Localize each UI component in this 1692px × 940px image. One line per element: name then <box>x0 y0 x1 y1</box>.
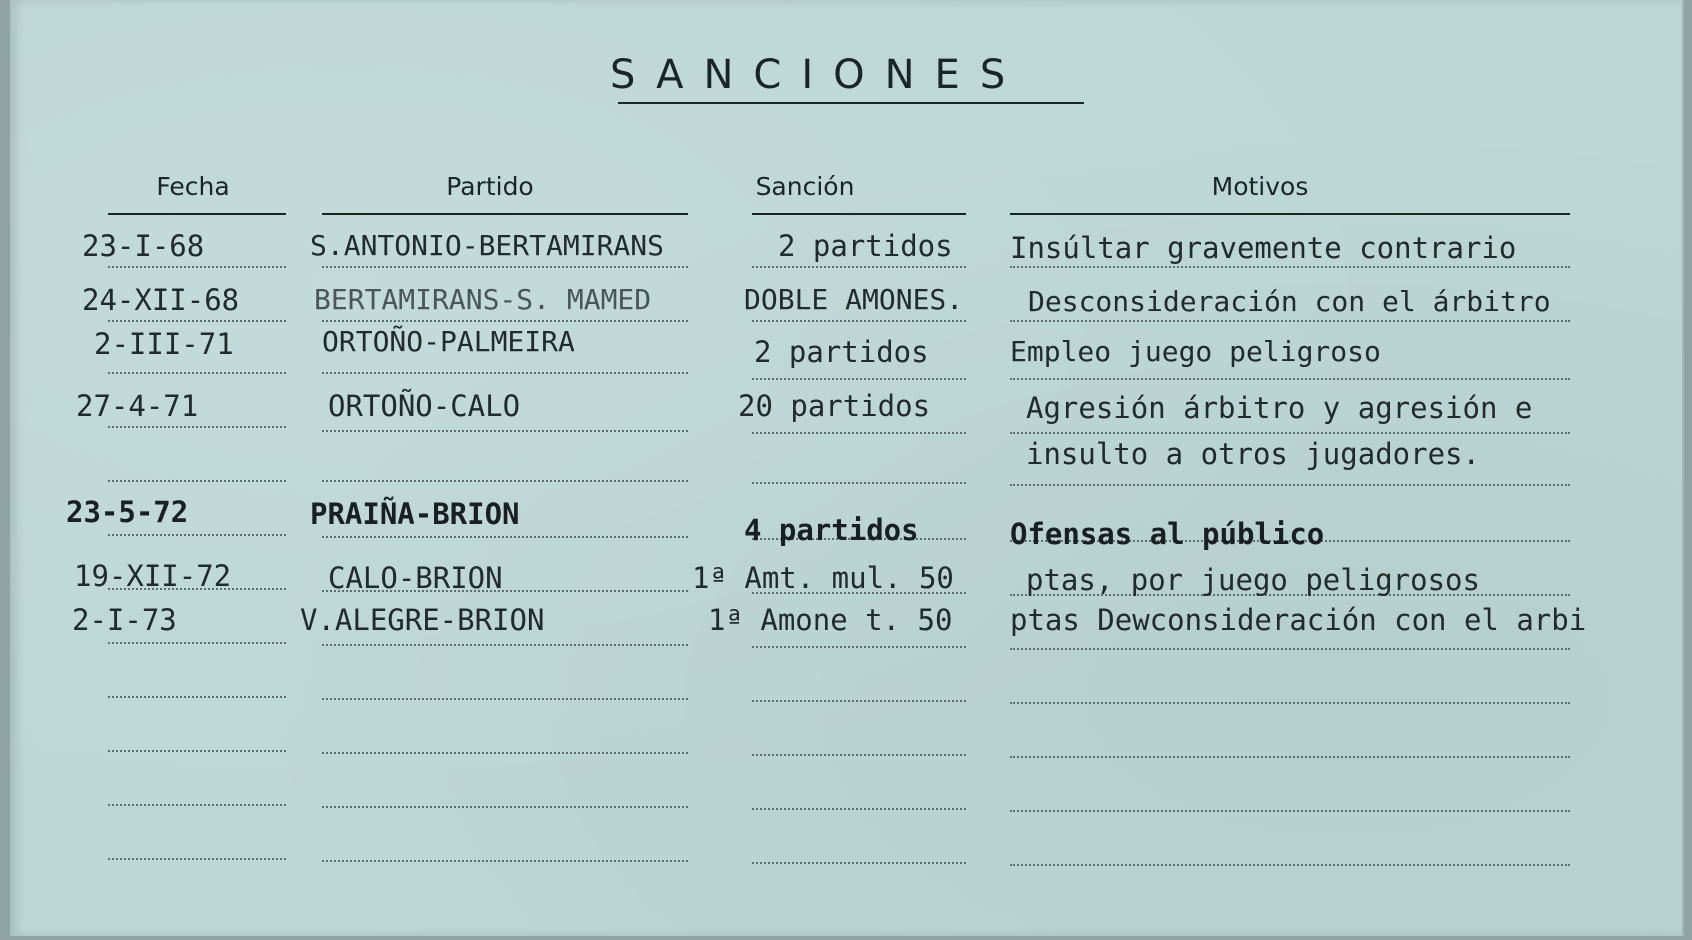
row-motivos: Ofensas al público <box>1010 517 1325 551</box>
ruled-line <box>322 752 688 754</box>
header-rule-fecha <box>108 213 286 215</box>
ruled-line <box>1010 378 1570 380</box>
row-motivos: Empleo juego peligroso <box>1010 335 1381 368</box>
ruled-line <box>1010 266 1570 268</box>
row-fecha: 24-XII-68 <box>82 283 240 317</box>
column-header-sancion: Sanción <box>755 172 855 201</box>
ruled-line <box>752 700 966 702</box>
row-partido: CALO-BRION <box>328 561 503 595</box>
ruled-line <box>1010 648 1570 650</box>
ruled-line <box>752 482 966 484</box>
ruled-line <box>108 320 286 322</box>
row-sancion: 4 partidos <box>744 513 919 547</box>
ruled-line <box>1010 320 1570 322</box>
ruled-line <box>752 862 966 864</box>
row-motivos: ptas Dewconsideración con el arbi <box>1010 603 1587 637</box>
row-motivos-continued: insulto a otros jugadores. <box>1026 437 1480 471</box>
ruled-line <box>108 266 286 268</box>
ruled-line <box>752 432 966 434</box>
row-partido: ORTOÑO-PALMEIRA <box>322 325 575 358</box>
row-sancion: 20 partidos <box>738 389 931 423</box>
ruled-line <box>108 372 286 374</box>
row-sancion: 1ª Amt. mul. 50 <box>692 561 954 595</box>
card-title: SANCIONES <box>610 52 1026 98</box>
ruled-line <box>322 266 688 268</box>
ruled-line <box>108 480 286 482</box>
header-rule-motivos <box>1010 213 1570 215</box>
ruled-line <box>108 858 286 860</box>
ruled-line <box>322 320 688 322</box>
ruled-line <box>322 698 688 700</box>
title-underline <box>618 102 1084 104</box>
ruled-line <box>108 642 286 644</box>
ruled-line <box>322 536 688 538</box>
column-header-partido: Partido <box>446 172 534 201</box>
row-fecha: 19-XII-72 <box>74 559 232 593</box>
ruled-line <box>752 754 966 756</box>
ruled-line <box>1010 702 1570 704</box>
sanctions-card <box>10 0 1684 936</box>
column-header-motivos: Motivos <box>1211 172 1309 201</box>
ruled-line <box>322 860 688 862</box>
ruled-line <box>108 534 286 536</box>
ruled-line <box>322 372 688 374</box>
ruled-line <box>1010 484 1570 486</box>
row-motivos: Agresión árbitro y agresión e <box>1026 391 1533 425</box>
row-fecha: 27-4-71 <box>76 389 199 423</box>
row-sancion: 2 partidos <box>778 229 953 263</box>
ruled-line <box>752 378 966 380</box>
ruled-line <box>1010 432 1570 434</box>
ruled-line <box>1010 756 1570 758</box>
row-fecha: 23-5-72 <box>66 495 189 529</box>
row-fecha: 23-I-68 <box>82 229 205 263</box>
ruled-line <box>1010 864 1570 866</box>
ruled-line <box>108 750 286 752</box>
row-partido: ORTOÑO-CALO <box>328 389 521 423</box>
row-sancion: 2 partidos <box>754 335 929 369</box>
ruled-line <box>108 804 286 806</box>
row-partido: S.ANTONIO-BERTAMIRANS <box>310 229 665 262</box>
row-sancion: DOBLE AMONES. <box>744 283 964 316</box>
header-rule-partido <box>322 213 688 215</box>
row-partido: V.ALEGRE-BRION <box>300 603 545 637</box>
ruled-line <box>322 806 688 808</box>
ruled-line <box>752 266 966 268</box>
ruled-line <box>752 808 966 810</box>
ruled-line <box>752 646 966 648</box>
ruled-line <box>1010 810 1570 812</box>
ruled-line <box>752 320 966 322</box>
row-motivos: ptas, por juego peligrosos <box>1026 563 1480 597</box>
header-rule-sancion <box>752 213 966 215</box>
row-fecha: 2-III-71 <box>94 327 234 361</box>
row-fecha: 2-I-73 <box>72 603 177 637</box>
ruled-line <box>108 696 286 698</box>
row-motivos: Desconsideración con el árbitro <box>1028 285 1551 318</box>
ruled-line <box>108 426 286 428</box>
column-header-fecha: Fecha <box>156 172 230 201</box>
row-sancion: 1ª Amone t. 50 <box>708 603 953 637</box>
ruled-line <box>322 430 688 432</box>
ruled-line <box>322 644 688 646</box>
row-partido: PRAIÑA-BRION <box>310 497 520 531</box>
row-motivos: Insúltar gravemente contrario <box>1010 231 1517 265</box>
row-partido: BERTAMIRANS-S. MAMED <box>314 283 652 316</box>
ruled-line <box>322 480 688 482</box>
